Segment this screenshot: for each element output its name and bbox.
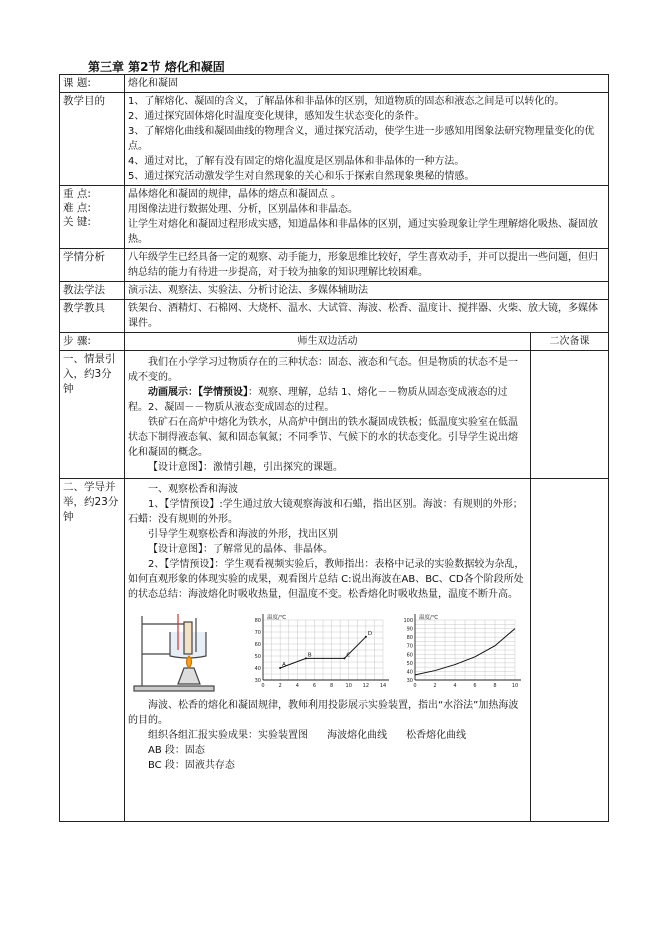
x-tick-label: 14 — [379, 683, 386, 689]
goals-label: 教学目的 — [60, 93, 125, 186]
key-value: 晶体熔化和凝固的规律，晶体的熔点和凝固点 。 — [128, 189, 342, 200]
analysis-value: 八年级学生已经具备一定的观察、动手能力，形象思维比较好，学生喜欢动手，并可以提出一些问题，但归纳总结的能力有待进一步提高，对于较为抽象的知识理解比较困难。 — [125, 249, 609, 282]
y-tick-label: 80 — [406, 635, 413, 642]
key-label: 重 点: — [63, 188, 91, 200]
activity-header: 师生双边活动 — [125, 333, 531, 351]
row-tools — [60, 300, 609, 333]
critical-value: 让学生对熔化和凝固过程形成实感，知道晶体和非晶体的区别，通过实验现象让学生理解熔化吸热、凝固放热。 — [128, 219, 598, 245]
y-tick-label: 90 — [406, 626, 413, 633]
data-point — [279, 667, 281, 669]
x-tick-label: 4 — [453, 683, 457, 689]
y-tick-label: 100 — [403, 618, 413, 624]
data-point — [364, 636, 366, 638]
step1-notes — [531, 351, 609, 479]
y-tick-label: 50 — [254, 654, 261, 660]
row-key-points — [60, 186, 609, 249]
key-values — [125, 186, 609, 249]
step2-content — [125, 479, 531, 822]
row-methods — [60, 282, 609, 300]
row-header — [60, 333, 609, 351]
x-tick-label: 8 — [329, 683, 333, 689]
x-tick-label: 6 — [312, 683, 316, 689]
x-tick-label: 4 — [295, 683, 299, 689]
apparatus-test-tube — [184, 622, 192, 654]
row-analysis — [60, 249, 609, 282]
step2-l2: 1、【学情预设】:学生通过放大镜观察海波和石蜡，指出区别。海波：有规则的外形；石蜡：没有规则的外形。 — [128, 499, 523, 525]
step2-l9: BC 段：固液共存态 — [148, 760, 235, 771]
y-axis-label: 温度/℃ — [266, 615, 286, 621]
point-label: A — [281, 662, 286, 668]
step1-p2 — [128, 385, 527, 415]
x-tick-label: 10 — [345, 683, 352, 689]
step1-p1: 我们在小学学习过物质存在的三种状态：固态、液态和气态。但是物质的状态不是一成不变的。 — [128, 357, 518, 383]
step2-notes — [531, 479, 609, 822]
data-point — [304, 657, 306, 659]
difficulty-value: 用图像法进行数据处理、分析，区别晶体和非晶态。 — [128, 204, 358, 215]
step1-p3: 铁矿石在高炉中熔化为铁水，从高炉中倒出的铁水凝固成铁板；低温度实验室在低温状态下制得液态氧、氮和固态氧氮；不同季节、气候下的水的状态变化。引导学生说出熔化和凝固的概念。 — [128, 417, 518, 458]
step2-l7b: 海波熔化曲线 — [327, 730, 388, 741]
row-step2 — [60, 479, 609, 822]
y-tick-label: 80 — [254, 618, 261, 624]
y-tick-label: 60 — [254, 642, 261, 648]
key-labels — [60, 186, 125, 249]
hypo-melting-chart — [243, 610, 393, 694]
step2-l1: 一、观察松香和海波 — [148, 484, 238, 495]
goal-item: 2、通过探究固体熔化时温度变化规律，感知发生状态变化的条件。 — [128, 111, 425, 122]
page-title: 第三章 第2节 熔化和凝固 — [88, 60, 225, 74]
lesson-plan-table — [59, 74, 609, 822]
step2-l5: 2、【学情预设】：学生观看视频实验后，教师指出：表格中记录的实验数据较为杂乱，如何直观形象的体现实验的成果，观看图片总结 C:说出海波在AB、BC、CD各个阶段所处的状态总结：海波熔化时吸收热量，但温度不变。松香熔化时吸收热量，温度不断升高。 — [128, 559, 525, 600]
x-tick-label: 0 — [260, 683, 265, 689]
step2-l3: 引导学生观察松香和海波的外形，找出区别 — [148, 529, 338, 540]
apparatus-figure — [128, 610, 238, 694]
x-tick-label: 2 — [433, 683, 437, 689]
figure-row — [128, 608, 527, 694]
goal-item: 3、了解熔化曲线和凝固曲线的物理含义，通过探究活动，使学生进一步感知用图象法研究物理量变化的优点。 — [128, 126, 595, 152]
step1-p4: 【设计意图】：激情引趣，引出探究的课题。 — [148, 462, 343, 473]
x-tick-label: 10 — [511, 683, 519, 689]
row-goals — [60, 93, 609, 186]
row-step1 — [60, 351, 609, 479]
methods-label: 教法学法 — [60, 282, 125, 300]
x-tick-label: 6 — [473, 683, 477, 689]
step1-p2-rest: ：观察、理解，总结 1、熔化－－物质从固态变成液态的过程。2、凝固－－物质从液态变成固态的过程。 — [128, 387, 508, 413]
data-point — [343, 657, 345, 659]
row-topic — [60, 75, 609, 93]
y-tick-label: 40 — [406, 669, 413, 676]
step2-l6: 海波、松香的熔化和凝固规律，教师利用投影展示实验装置，指出“水浴法”加热海波的目的。 — [128, 700, 519, 726]
y-tick-label: 50 — [406, 660, 413, 667]
topic-value: 熔化和凝固 — [125, 75, 609, 93]
goal-item: 1、了解熔化、凝固的含义，了解晶体和非晶体的区别，知道物质的固态和液态之间是可以转化的。 — [128, 96, 565, 107]
rosin-melting-chart — [397, 610, 527, 694]
y-axis-label: 温度/℃ — [419, 615, 439, 621]
step-header: 步 骤: — [60, 333, 125, 351]
step2-l8: AB 段：固态 — [148, 745, 205, 756]
step2-l4: 【设计意图】：了解常见的晶体、非晶体。 — [148, 544, 333, 555]
step2-label: 二、学导并举，约23分钟 — [60, 479, 125, 822]
y-tick-label: 30 — [254, 678, 261, 684]
point-label: B — [307, 652, 312, 659]
step1-label: 一、情景引入，约3分钟 — [60, 351, 125, 479]
x-tick-label: 0 — [413, 683, 417, 689]
step2-l7c: 松香熔化曲线 — [406, 730, 467, 741]
x-tick-label: 8 — [493, 683, 497, 689]
difficulty-label: 难 点: — [63, 202, 91, 214]
y-tick-label: 30 — [406, 678, 413, 684]
goal-item: 5、通过探究活动激发学生对自然现象的关心和乐于探索自然现象奥秘的情感。 — [128, 171, 475, 182]
step2-l7 — [128, 728, 527, 743]
goal-item: 4、通过对比，了解有没有固定的熔化温度是区别晶体和非晶体的一种方法。 — [128, 156, 465, 167]
topic-label: 课 题: — [60, 75, 125, 93]
notes-header: 二次备课 — [531, 333, 609, 351]
point-label: D — [367, 630, 372, 637]
apparatus-lamp — [178, 668, 200, 684]
tools-value: 铁架台、酒精灯、石棉网、大烧杯、温水、大试管、海波、松香、温度计、搅拌器、火柴、放大镜，多媒体课件。 — [125, 300, 609, 333]
step2-l7a: 组织各组汇报实验成果：实验装置图 — [148, 730, 308, 741]
step1-p2-bold: 动画展示：【学情预设】 — [148, 387, 248, 398]
step1-content — [125, 351, 531, 479]
y-tick-label: 70 — [254, 630, 261, 636]
goals-list — [125, 93, 609, 186]
analysis-label: 学情分析 — [60, 249, 125, 282]
tools-label: 教学教具 — [60, 300, 125, 333]
y-tick-label: 40 — [254, 666, 261, 672]
point-label: C — [345, 652, 350, 659]
y-tick-label: 70 — [406, 643, 413, 650]
critical-label: 关 键: — [63, 216, 91, 228]
x-tick-label: 2 — [278, 683, 282, 689]
y-tick-label: 60 — [406, 652, 413, 659]
apparatus-flame — [187, 656, 192, 668]
methods-value: 演示法、观察法、实验法、分析讨论法、多媒体辅助法 — [125, 282, 609, 300]
x-tick-label: 12 — [362, 683, 369, 689]
apparatus-base — [134, 686, 214, 691]
